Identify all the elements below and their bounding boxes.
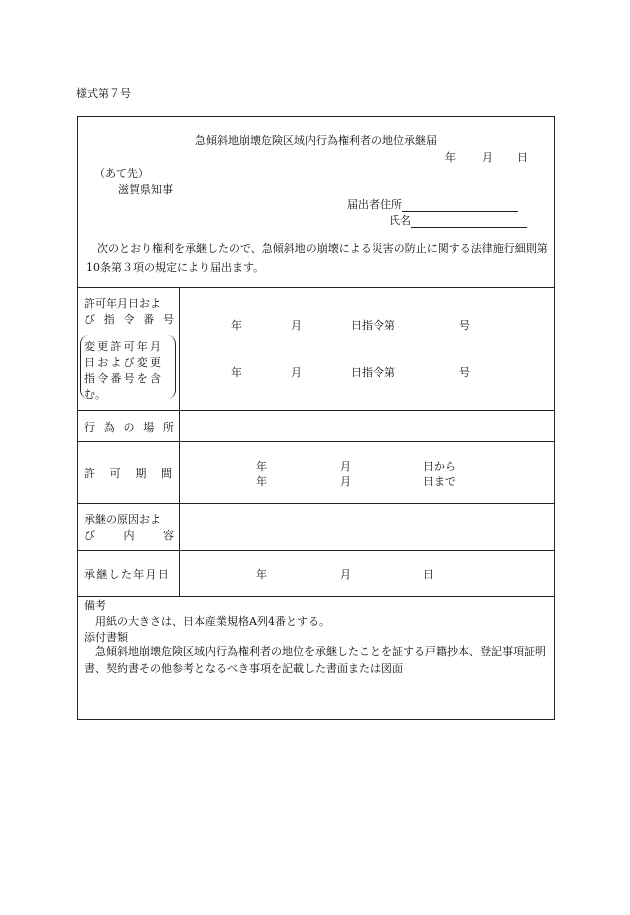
addressee-name: 滋賀県知事 xyxy=(118,183,173,196)
permit-label-line1: 許可年月日およ xyxy=(84,297,161,310)
column-divider xyxy=(179,287,180,596)
permit-month: 月 xyxy=(291,319,302,332)
change-label-line1: 変更許可年月 xyxy=(84,340,164,353)
permit-number: 号 xyxy=(459,319,470,332)
name-field[interactable] xyxy=(411,216,527,228)
change-order: 日指令第 xyxy=(351,366,395,379)
notes-paper: 用紙の大きさは、日本産業規格A列4番とする。 xyxy=(95,615,330,628)
permit-label-line2: び 指 令 番 号 xyxy=(84,313,174,326)
form-frame xyxy=(77,116,555,720)
period-until-day: 日まで xyxy=(423,475,456,488)
notes-heading: 備考 xyxy=(84,599,106,612)
address-label: 届出者住所 xyxy=(347,198,402,211)
change-month: 月 xyxy=(291,366,302,379)
place-label: 行 為 の 場 所 xyxy=(84,421,174,434)
succession-day: 日 xyxy=(423,568,434,581)
period-until-month: 月 xyxy=(340,475,351,488)
change-number: 号 xyxy=(459,366,470,379)
permit-order: 日指令第 xyxy=(351,319,395,332)
attachments-heading: 添付書類 xyxy=(84,631,128,644)
date-year: 年 xyxy=(445,151,456,164)
succession-date-label: 承継した年月日 xyxy=(84,568,171,581)
divider xyxy=(78,410,554,411)
applicant-name xyxy=(347,212,527,228)
succession-year: 年 xyxy=(256,568,267,581)
change-label-line3: 指令番号を含 xyxy=(84,372,164,385)
applicant-address xyxy=(347,196,518,212)
change-label-line4: む。 xyxy=(84,388,106,401)
change-year: 年 xyxy=(231,366,242,379)
period-label: 許 可 期 間 xyxy=(84,467,172,480)
addressee-prefix: （あて先） xyxy=(94,167,149,180)
divider xyxy=(78,287,554,288)
date-month: 月 xyxy=(482,151,493,164)
change-label-line2: 日および変更 xyxy=(84,356,164,369)
succession-label-line2: び 内 容 xyxy=(84,529,174,542)
period-until-year: 年 xyxy=(256,475,267,488)
succession-month: 月 xyxy=(340,568,351,581)
divider xyxy=(78,596,554,597)
form-number: 様式第７号 xyxy=(76,87,131,100)
period-from-year: 年 xyxy=(256,460,267,473)
succession-label-line1: 承継の原因およ xyxy=(84,513,161,526)
period-from-month: 月 xyxy=(340,460,351,473)
period-from-day: 日から xyxy=(423,460,456,473)
divider xyxy=(78,441,554,442)
form-title: 急傾斜地崩壊危険区域内行為権利者の地位承継届 xyxy=(195,134,437,147)
divider xyxy=(78,550,554,551)
attachments-body: 急傾斜地崩壊危険区域内行為権利者の地位を承継したことを証する戸籍抄本、登記事項証明書、契約書その他参考となるべき事項を記載した書面または図面 xyxy=(84,645,546,675)
address-field[interactable] xyxy=(402,200,518,212)
statement: 次のとおり権利を承継したので、急傾斜地の崩壊による災害の防止に関する法律施行細則第10条第３項の規定により届出ます。 xyxy=(86,242,548,274)
name-label: 氏名 xyxy=(389,214,411,227)
date-day: 日 xyxy=(517,151,528,164)
permit-year: 年 xyxy=(231,319,242,332)
notes-block xyxy=(84,598,330,646)
divider xyxy=(78,503,554,504)
